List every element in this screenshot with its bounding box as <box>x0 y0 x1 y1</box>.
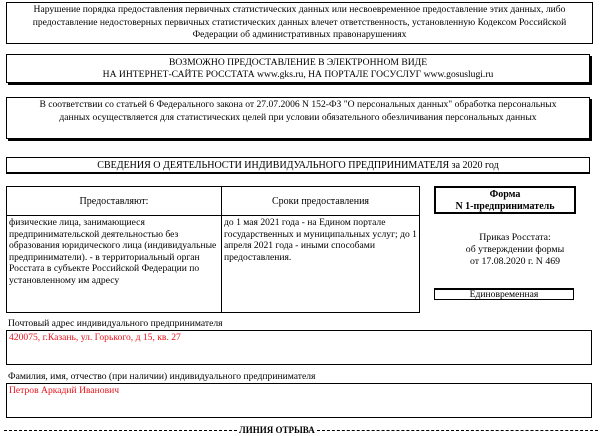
address-label: Почтовый адрес индивидуального предпринимателя <box>8 318 223 329</box>
deadline-header: Сроки предоставления <box>271 195 370 207</box>
frequency-box <box>434 288 574 300</box>
tear-line-left <box>4 430 237 431</box>
address-field[interactable] <box>6 330 592 365</box>
provide-header: Предоставляют: <box>79 195 149 207</box>
deadline-text: до 1 мая 2021 года - на Едином портале государственных и муниципальных услуг; до 1 апреля 2021 года - иными способами предоставления. <box>224 217 417 263</box>
form-title: СВЕДЕНИЯ О ДЕЯТЕЛЬНОСТИ ИНДИВИДУАЛЬНОГО ПРЕДПРИНИМАТЕЛЯ за 2020 год <box>97 160 499 171</box>
deadline-header-cell <box>221 186 420 216</box>
deadline-body-cell <box>221 215 420 313</box>
personal-data-notice <box>6 97 590 139</box>
electronic-notice-line1: ВОЗМОЖНО ПРЕДОСТАВЛЕНИЕ В ЭЛЕКТРОННОМ ВИДЕ <box>168 57 428 68</box>
order-info <box>430 232 600 268</box>
tear-line-label: ЛИНИЯ ОТРЫВА <box>239 425 315 435</box>
form-title-box <box>6 157 590 174</box>
form-code-line2: N 1-предприниматель <box>455 201 555 212</box>
name-field[interactable] <box>6 383 592 418</box>
violation-notice <box>6 2 593 44</box>
order-line3: от 17.08.2020 г. N 469 <box>469 256 561 267</box>
provide-text: физические лица, занимающиеся предпринимательской деятельностью без образования юридического лица (индивидуальные предприниматели). - в территориальный орган Росстата в субъекте Российской Федерации по установленному им адресу <box>9 217 217 286</box>
form-code-box <box>434 186 576 214</box>
order-line1: Приказ Росстата: <box>479 232 551 243</box>
address-value: 420075, г.Казань, ул. Горького, д 15, кв. 27 <box>9 332 181 343</box>
name-label: Фамилия, имя, отчество (при наличии) индивидуального предпринимателя <box>8 371 316 382</box>
provide-body-cell <box>6 215 222 313</box>
tear-line-right <box>317 430 598 431</box>
frequency: Единовременная <box>469 289 539 300</box>
tear-line <box>4 425 598 435</box>
form-code-line1: Форма <box>489 189 521 200</box>
name-value: Петров Аркадий Иванович <box>9 385 120 396</box>
violation-notice-text: Нарушение порядка предоставления первичных статистических данных или несвоевременное предоставление этих данных, либо предоставление недостоверных первичных статистических данных влечет ответственность, установленную Кодексом Российской Федерации об административных правонарушениях <box>32 4 567 40</box>
order-line2: об утверждении формы <box>465 244 565 255</box>
personal-data-text: В соответствии со статьей 6 Федерального закона от 27.07.2006 N 152-ФЗ "О персональных данных" обработка персональных данных осуществляется для статистических целей при условии обязательного обезличивания персональных данных <box>39 99 557 123</box>
provide-header-cell <box>6 186 222 216</box>
electronic-submission-notice <box>6 54 590 83</box>
electronic-notice-line2: НА ИНТЕРНЕТ-САЙТЕ РОССТАТА www.gks.ru, НА ПОРТАЛЕ ГОСУСЛУГ www.gosuslugi.ru <box>102 69 494 80</box>
